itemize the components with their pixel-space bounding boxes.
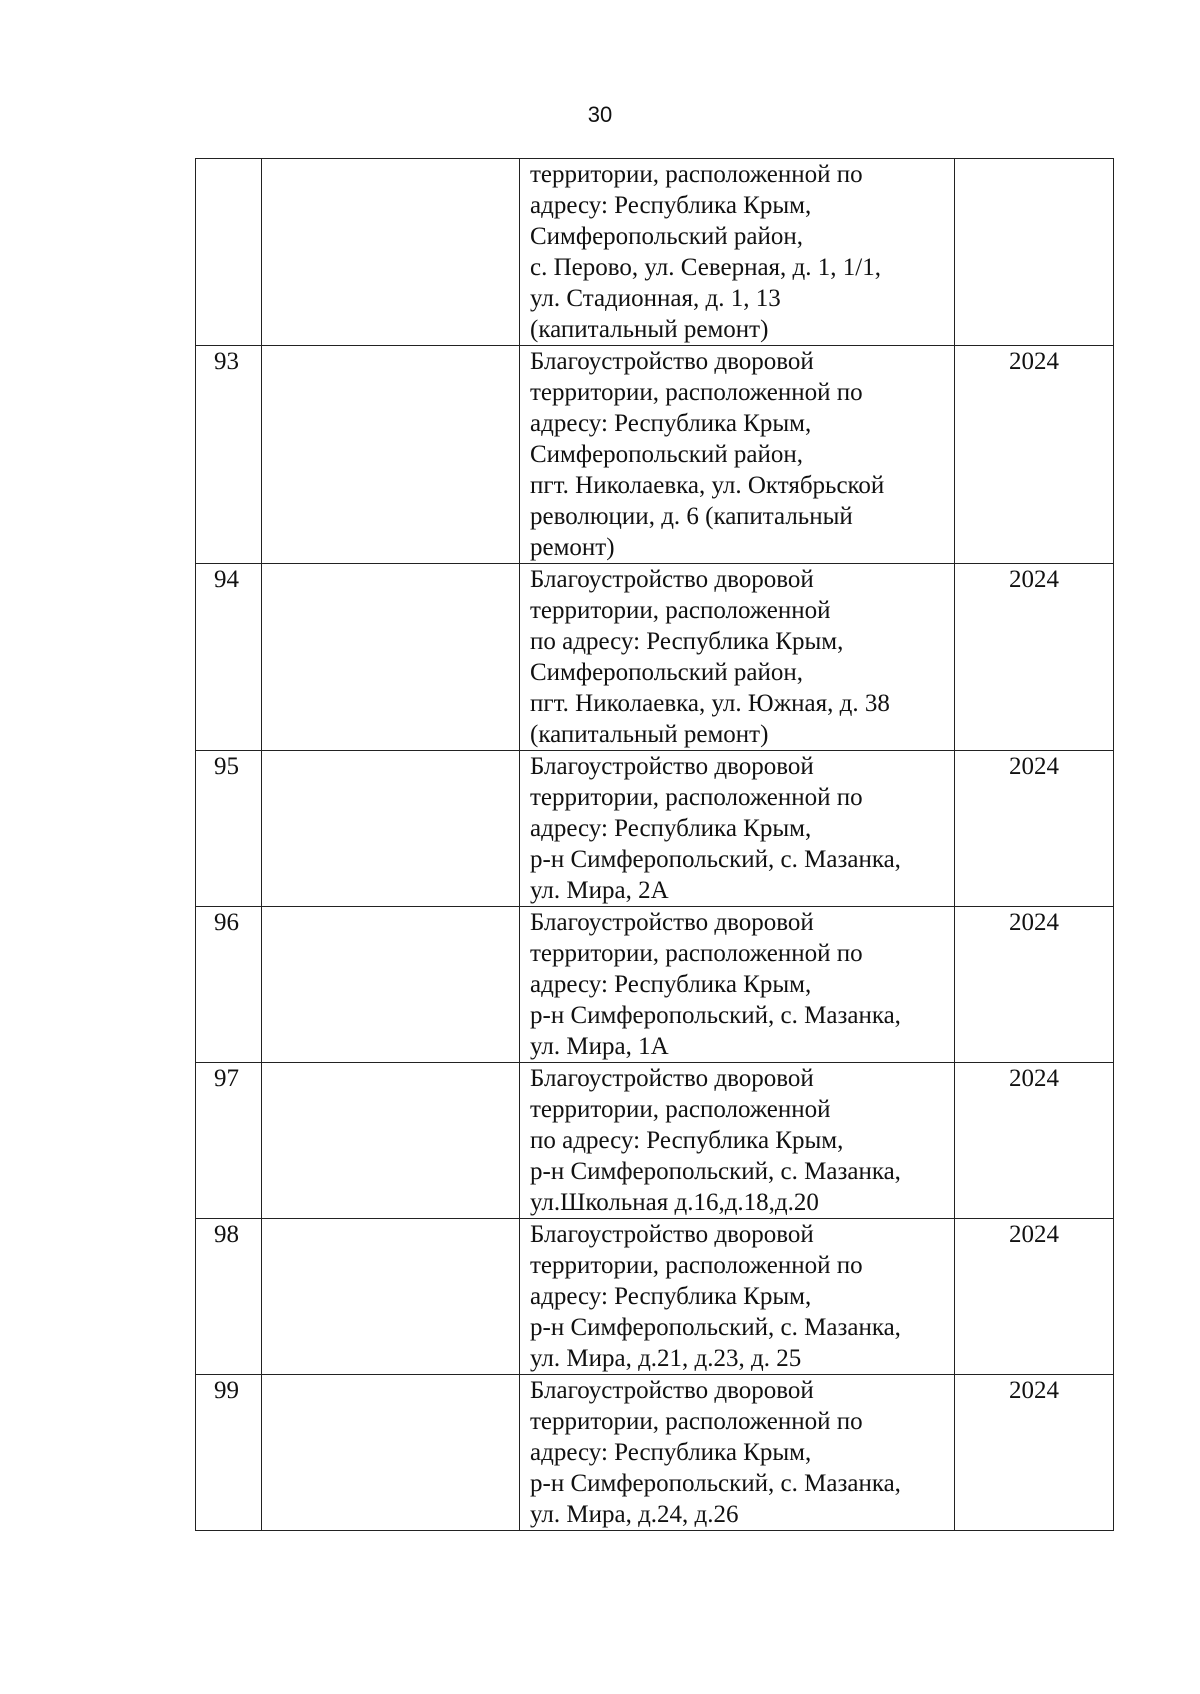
table-row bbox=[196, 564, 1114, 751]
description-line: территории, расположенной bbox=[530, 1096, 831, 1123]
row-number-cell: 97 bbox=[196, 1063, 262, 1219]
description-line: территории, расположенной bbox=[530, 597, 831, 624]
description-line: (капитальный ремонт) bbox=[530, 721, 769, 748]
empty-cell bbox=[262, 751, 520, 907]
table-row bbox=[196, 1219, 1114, 1375]
description-line: адресу: Республика Крым, bbox=[530, 971, 812, 998]
row-number-cell: 96 bbox=[196, 907, 262, 1063]
description-line: адресу: Республика Крым, bbox=[530, 410, 812, 437]
table-row bbox=[196, 159, 1114, 346]
description-cell bbox=[520, 1375, 955, 1531]
description-line: ул. Мира, д.24, д.26 bbox=[530, 1501, 739, 1528]
description-line: Благоустройство дворовой bbox=[530, 1065, 814, 1092]
description-line: Симферопольский район, bbox=[530, 441, 803, 468]
description-line: территории, расположенной по bbox=[530, 1408, 863, 1435]
description-line: ул. Стадионная, д. 1, 13 bbox=[530, 285, 781, 312]
description-line: р-н Симферопольский, с. Мазанка, bbox=[530, 1158, 901, 1185]
description-cell bbox=[520, 564, 955, 751]
year-cell: 2024 bbox=[955, 751, 1114, 907]
description-line: адресу: Республика Крым, bbox=[530, 815, 812, 842]
table-row bbox=[196, 751, 1114, 907]
description-line: (капитальный ремонт) bbox=[530, 316, 769, 343]
empty-cell bbox=[262, 564, 520, 751]
description-line: Благоустройство дворовой bbox=[530, 566, 814, 593]
description-cell bbox=[520, 346, 955, 564]
page-number: 30 bbox=[587, 102, 613, 127]
description-cell bbox=[520, 907, 955, 1063]
year-cell: 2024 bbox=[955, 346, 1114, 564]
row-number-cell: 99 bbox=[196, 1375, 262, 1531]
description-line: территории, расположенной по bbox=[530, 1252, 863, 1279]
description-line: ул. Мира, д.21, д.23, д. 25 bbox=[530, 1345, 802, 1372]
description-cell bbox=[520, 751, 955, 907]
empty-cell bbox=[262, 1375, 520, 1531]
description-line: адресу: Республика Крым, bbox=[530, 1283, 812, 1310]
description-line: территории, расположенной по bbox=[530, 784, 863, 811]
year-cell: 2024 bbox=[955, 1063, 1114, 1219]
description-line: с. Перово, ул. Северная, д. 1, 1/1, bbox=[530, 254, 881, 281]
description-line: революции, д. 6 (капитальный bbox=[530, 503, 853, 530]
year-cell: 2024 bbox=[955, 907, 1114, 1063]
description-line: по адресу: Республика Крым, bbox=[530, 628, 844, 655]
empty-cell bbox=[262, 1219, 520, 1375]
year-cell bbox=[955, 159, 1114, 346]
empty-cell bbox=[262, 1063, 520, 1219]
description-line: ул. Мира, 2А bbox=[530, 877, 669, 904]
works-table bbox=[195, 158, 1114, 1531]
description-line: Симферопольский район, bbox=[530, 659, 803, 686]
description-line: Благоустройство дворовой bbox=[530, 1221, 814, 1248]
description-line: пгт. Николаевка, ул. Октябрьской bbox=[530, 472, 885, 499]
description-line: ул. Мира, 1А bbox=[530, 1033, 669, 1060]
description-line: территории, расположенной по bbox=[530, 940, 863, 967]
description-cell bbox=[520, 1219, 955, 1375]
description-line: адресу: Республика Крым, bbox=[530, 192, 812, 219]
description-line: Благоустройство дворовой bbox=[530, 909, 814, 936]
description-line: Симферопольский район, bbox=[530, 223, 803, 250]
year-cell: 2024 bbox=[955, 1219, 1114, 1375]
table-row bbox=[196, 907, 1114, 1063]
description-cell bbox=[520, 159, 955, 346]
description-line: Благоустройство дворовой bbox=[530, 1377, 814, 1404]
description-cell bbox=[520, 1063, 955, 1219]
row-number-cell: 93 bbox=[196, 346, 262, 564]
table-row bbox=[196, 1063, 1114, 1219]
description-line: Благоустройство дворовой bbox=[530, 348, 814, 375]
description-line: р-н Симферопольский, с. Мазанка, bbox=[530, 1314, 901, 1341]
description-line: по адресу: Республика Крым, bbox=[530, 1127, 844, 1154]
description-line: территории, расположенной по bbox=[530, 161, 863, 188]
empty-cell bbox=[262, 346, 520, 564]
description-line: пгт. Николаевка, ул. Южная, д. 38 bbox=[530, 690, 890, 717]
table-row bbox=[196, 1375, 1114, 1531]
empty-cell bbox=[262, 907, 520, 1063]
row-number-cell: 94 bbox=[196, 564, 262, 751]
description-line: ремонт) bbox=[530, 534, 615, 561]
description-line: адресу: Республика Крым, bbox=[530, 1439, 812, 1466]
empty-cell bbox=[262, 159, 520, 346]
row-number-cell: 98 bbox=[196, 1219, 262, 1375]
year-cell: 2024 bbox=[955, 1375, 1114, 1531]
description-line: территории, расположенной по bbox=[530, 379, 863, 406]
row-number-cell: 95 bbox=[196, 751, 262, 907]
description-line: р-н Симферопольский, с. Мазанка, bbox=[530, 846, 901, 873]
description-line: Благоустройство дворовой bbox=[530, 753, 814, 780]
table-row bbox=[196, 346, 1114, 564]
description-line: ул.Школьная д.16,д.18,д.20 bbox=[530, 1189, 819, 1216]
description-line: р-н Симферопольский, с. Мазанка, bbox=[530, 1002, 901, 1029]
description-line: р-н Симферопольский, с. Мазанка, bbox=[530, 1470, 901, 1497]
row-number-cell bbox=[196, 159, 262, 346]
year-cell: 2024 bbox=[955, 564, 1114, 751]
